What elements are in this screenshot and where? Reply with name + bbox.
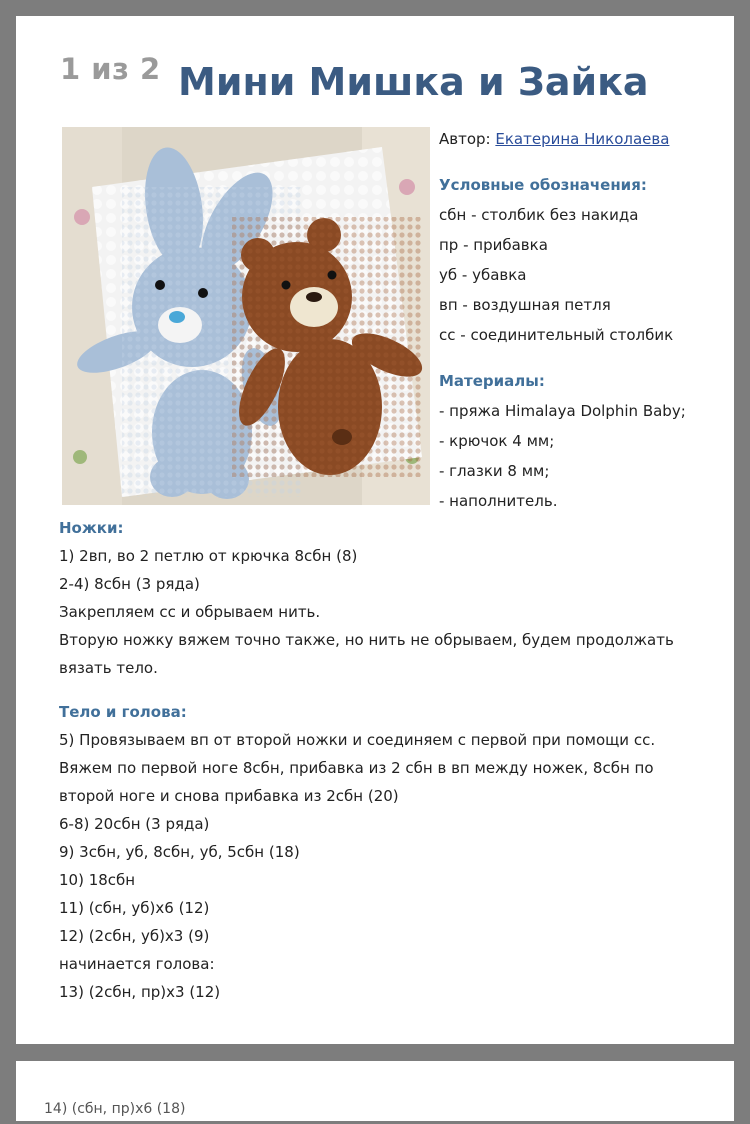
body-line: 5) Провязываем вп от второй ножки и соединяем с первой при помощи сс. [59, 731, 656, 749]
materials-item: - крючок 4 мм; [439, 432, 555, 450]
materials-heading: Материалы: [439, 372, 545, 390]
legs-line: вязать тело. [59, 659, 158, 677]
author-label: Автор: [439, 130, 491, 148]
page-title: Мини Мишка и Зайка [178, 60, 649, 104]
info-column [439, 124, 729, 516]
legend-item: уб - убавка [439, 266, 527, 284]
legs-heading: Ножки: [59, 519, 124, 537]
materials-item: - наполнитель. [439, 492, 558, 510]
body-line: 9) 3сбн, уб, 8сбн, уб, 5сбн (18) [59, 843, 300, 861]
materials-item: - глазки 8 мм; [439, 462, 550, 480]
legs-line: Закрепляем сс и обрываем нить. [59, 603, 321, 621]
materials-item: - пряжа Himalaya Dolphin Baby; [439, 402, 686, 420]
legs-line: Вторую ножку вяжем точно также, но нить не обрываем, будем продолжать [59, 631, 674, 649]
legend-heading: Условные обозначения: [439, 176, 647, 194]
bunny-and-bear-image [62, 127, 430, 505]
author-link[interactable]: Екатерина Николаева [495, 130, 670, 148]
next-page-text [44, 1094, 194, 1108]
legend-item: пр - прибавка [439, 236, 548, 254]
legs-line: 1) 2вп, во 2 петлю от крючка 8сбн (8) [59, 547, 358, 565]
body-line: Вяжем по первой ноге 8сбн, прибавка из 2 сбн в вп между ножек, 8сбн по [59, 759, 654, 777]
body-line: 12) (2сбн, уб)х3 (9) [59, 927, 210, 945]
body-line: 10) 18сбн [59, 871, 136, 889]
legend-item: вп - воздушная петля [439, 296, 611, 314]
page-counter: 1 из 2 [60, 52, 161, 86]
legend-item: сс - соединительный столбик [439, 326, 674, 344]
body-heading: Тело и голова: [59, 703, 187, 721]
document-page [16, 16, 734, 1044]
body-line: 13) (2сбн, пр)х3 (12) [59, 983, 221, 1001]
pattern-photo [62, 127, 430, 505]
legs-line: 2-4) 8сбн (3 ряда) [59, 575, 200, 593]
instructions [59, 514, 719, 1006]
body-line: начинается голова: [59, 955, 215, 973]
body-line: второй ноге и снова прибавка из 2сбн (20) [59, 787, 399, 805]
body-line: 6-8) 20сбн (3 ряда) [59, 815, 210, 833]
author-line [439, 124, 729, 154]
body-line: 11) (сбн, уб)х6 (12) [59, 899, 210, 917]
legend-item: сбн - столбик без накида [439, 206, 639, 224]
